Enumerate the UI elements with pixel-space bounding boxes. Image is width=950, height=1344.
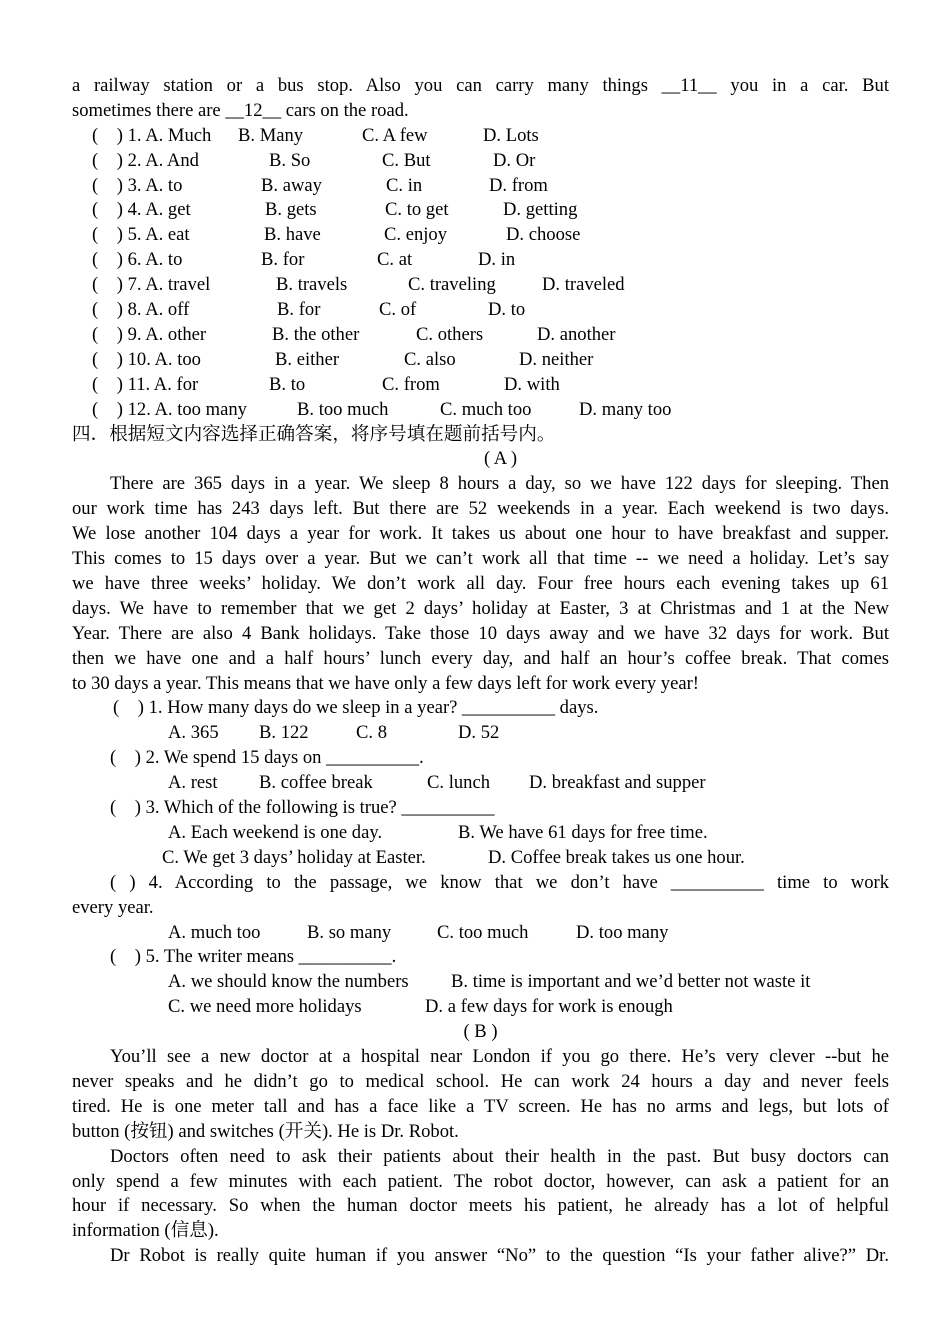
option-d: D. a few days for work is enough [425, 996, 673, 1018]
passage-line: days. We have to remember that we get 2 days’ holiday at Easter, 3 at Christmas and 1 at the New [72, 597, 889, 619]
question-prefix: ( ) 1. A. Much [92, 124, 212, 146]
option-b: B. So [269, 149, 311, 171]
cloze-question [72, 174, 889, 199]
option-d: D. Coffee break takes us one hour. [488, 846, 745, 868]
question-stem: every year. [72, 896, 154, 918]
question-prefix: ( ) 12. A. too many [92, 398, 247, 420]
option-b: B. gets [265, 199, 317, 221]
cloze-question [72, 323, 889, 348]
reading-question-3 [72, 796, 889, 871]
option-d: D. Or [493, 149, 536, 171]
question-stem: ( ) 2. We spend 15 days on __________. [110, 747, 424, 769]
option-c: C. lunch [427, 772, 491, 794]
option-d: D. choose [506, 224, 581, 246]
passage-line: button (按钮) and switches (开关). He is Dr. Robot. [72, 1120, 459, 1142]
option-a: A. much too [168, 921, 261, 943]
cloze-question [72, 223, 889, 248]
passage-line: tired. He is one meter tall and has a face like a TV screen. He has no arms and legs, but lots of [72, 1095, 889, 1117]
cloze-question [72, 398, 889, 423]
option-a: A. Each weekend is one day. [168, 821, 383, 843]
question-prefix: ( ) 11. A. for [92, 373, 199, 395]
passage-line: You’ll see a new doctor at a hospital near London if you go there. He’s very clever --but he [110, 1045, 889, 1067]
option-b: B. 122 [259, 722, 309, 744]
passage-line: We lose another 104 days a year for work. It takes us about one hour to have breakfast and supper. [72, 523, 889, 545]
question-prefix: ( ) 7. A. travel [92, 274, 211, 296]
option-d: D. another [537, 323, 616, 345]
option-b: B. so many [307, 921, 392, 943]
option-c: C. of [379, 299, 417, 321]
option-b: B. for [261, 249, 305, 271]
cloze-question [72, 373, 889, 398]
option-b: B. time is important and we’d better not waste it [451, 971, 811, 993]
cloze-line: sometimes there are __12__ cars on the road. [72, 99, 409, 121]
passage-b-paragraph-2 [72, 1145, 889, 1245]
option-d: D. 52 [458, 722, 500, 744]
reading-question-5 [72, 945, 889, 1020]
passage-line: then we have one and a half hours’ lunch every day, and half an hour’s coffee break. That comes [72, 647, 889, 669]
question-prefix: ( ) 6. A. to [92, 249, 183, 271]
question-prefix: ( ) 8. A. off [92, 299, 190, 321]
option-c: C. But [382, 149, 431, 171]
question-prefix: ( ) 9. A. other [92, 323, 207, 345]
option-d: D. traveled [542, 274, 625, 296]
question-prefix: ( ) 3. A. to [92, 174, 183, 196]
option-a: A. we should know the numbers [168, 971, 409, 993]
cloze-question [72, 198, 889, 223]
reading-question-1 [72, 696, 889, 746]
option-c: C. much too [440, 398, 532, 420]
option-c: C. in [386, 174, 423, 196]
reading-question-2 [72, 746, 889, 796]
option-c: C. We get 3 days’ holiday at Easter. [162, 846, 426, 868]
option-d: D. breakfast and supper [529, 772, 706, 794]
cloze-question [72, 248, 889, 273]
passage-line: our work time has 243 days left. But there are 52 weekends in a year. Each weekend is two days. [72, 498, 889, 520]
option-b: B. coffee break [259, 772, 373, 794]
question-stem: ( ) 5. The writer means __________. [110, 946, 397, 968]
passage-line: Dr Robot is really quite human if you answer “No” to the question “Is your father alive?” Dr. [110, 1245, 889, 1267]
question-stem: ( ) 4. According to the passage, we know that we don’t have __________ time to work [110, 871, 889, 893]
option-b: B. for [277, 299, 321, 321]
passage-line: There are 365 days in a year. We sleep 8 hours a day, so we have 122 days for sleeping. Then [110, 473, 889, 495]
option-d: D. with [504, 373, 560, 395]
option-d: D. getting [503, 199, 578, 221]
option-b: B. the other [272, 323, 360, 345]
option-c: C. from [382, 373, 440, 395]
cloze-question-list [72, 124, 889, 423]
option-c: C. others [416, 323, 484, 345]
passage-b-label: ( B ) [463, 1021, 498, 1043]
reading-question-4 [72, 871, 889, 946]
option-c: C. also [404, 348, 456, 370]
passage-line: hour if necessary. So when the human doctor meets his patient, he already has a lot of helpful [72, 1195, 889, 1217]
option-d: D. Lots [483, 124, 539, 146]
option-b: B. either [275, 348, 340, 370]
passage-line: we have three weeks’ holiday. We don’t work all day. Four free hours each evening takes up 61 [72, 572, 889, 594]
cloze-question [72, 348, 889, 373]
option-c: C. too much [437, 921, 529, 943]
option-b: B. too much [297, 398, 389, 420]
option-b: B. travels [276, 274, 348, 296]
option-b: B. Many [238, 124, 304, 146]
option-b: B. We have 61 days for free time. [458, 821, 708, 843]
question-prefix: ( ) 5. A. eat [92, 224, 190, 246]
question-prefix: ( ) 10. A. too [92, 348, 201, 370]
option-a: A. rest [168, 772, 218, 794]
cloze-line: a railway station or a bus stop. Also you can carry many things __11__ you in a car. But [72, 75, 889, 96]
option-c: C. we need more holidays [168, 996, 362, 1018]
passage-line: This comes to 15 days over a year. But we can’t work all that time -- we need a holiday. Let’s say [72, 548, 889, 570]
passage-b-paragraph-3 [72, 1244, 889, 1269]
passage-line: Year. There are also 4 Bank holidays. Take those 10 days away and we have 32 days for work. But [72, 622, 889, 644]
passage-a-label: ( A ) [483, 448, 518, 470]
cloze-question [72, 298, 889, 323]
passage-line: information (信息). [72, 1220, 219, 1242]
option-c: C. traveling [408, 274, 496, 296]
option-b: B. have [264, 224, 321, 246]
passage-b-paragraph-1 [72, 1045, 889, 1145]
option-c: C. to get [385, 199, 449, 221]
option-d: D. neither [519, 348, 594, 370]
passage-line: Doctors often need to ask their patients about their health in the past. But busy doctors can [110, 1145, 889, 1167]
option-c: C. enjoy [384, 224, 448, 246]
question-prefix: ( ) 4. A. get [92, 199, 191, 221]
option-d: D. too many [576, 921, 669, 943]
question-stem: ( ) 1. How many days do we sleep in a year? __________ days. [113, 697, 599, 719]
passage-a-text [72, 472, 889, 696]
question-stem: ( ) 3. Which of the following is true? __________ [110, 797, 495, 819]
option-d: D. to [488, 299, 526, 321]
question-prefix: ( ) 2. A. And [92, 149, 199, 171]
passage-line: never speaks and he didn’t go to medical school. He can work 24 hours a day and never feels [72, 1070, 889, 1092]
passage-line: to 30 days a year. This means that we have only a few days left for work every year! [72, 672, 699, 694]
section-title: 四．根据短文内容选择正确答案，将序号填在题前括号内。 [72, 423, 556, 445]
passage-line: only spend a few minutes with each patient. The robot doctor, however, can ask a patient for an [72, 1170, 889, 1192]
option-c: C. at [377, 249, 413, 271]
option-d: D. in [478, 249, 516, 271]
cloze-question [72, 273, 889, 298]
option-a: A. 365 [168, 722, 219, 744]
option-d: D. from [489, 174, 548, 196]
cloze-question [72, 124, 889, 149]
cloze-question [72, 149, 889, 174]
option-c: C. 8 [356, 722, 387, 744]
option-b: B. to [269, 373, 306, 395]
option-d: D. many too [579, 398, 672, 420]
option-c: C. A few [362, 124, 428, 146]
option-b: B. away [261, 174, 322, 196]
document-page [72, 74, 889, 1269]
